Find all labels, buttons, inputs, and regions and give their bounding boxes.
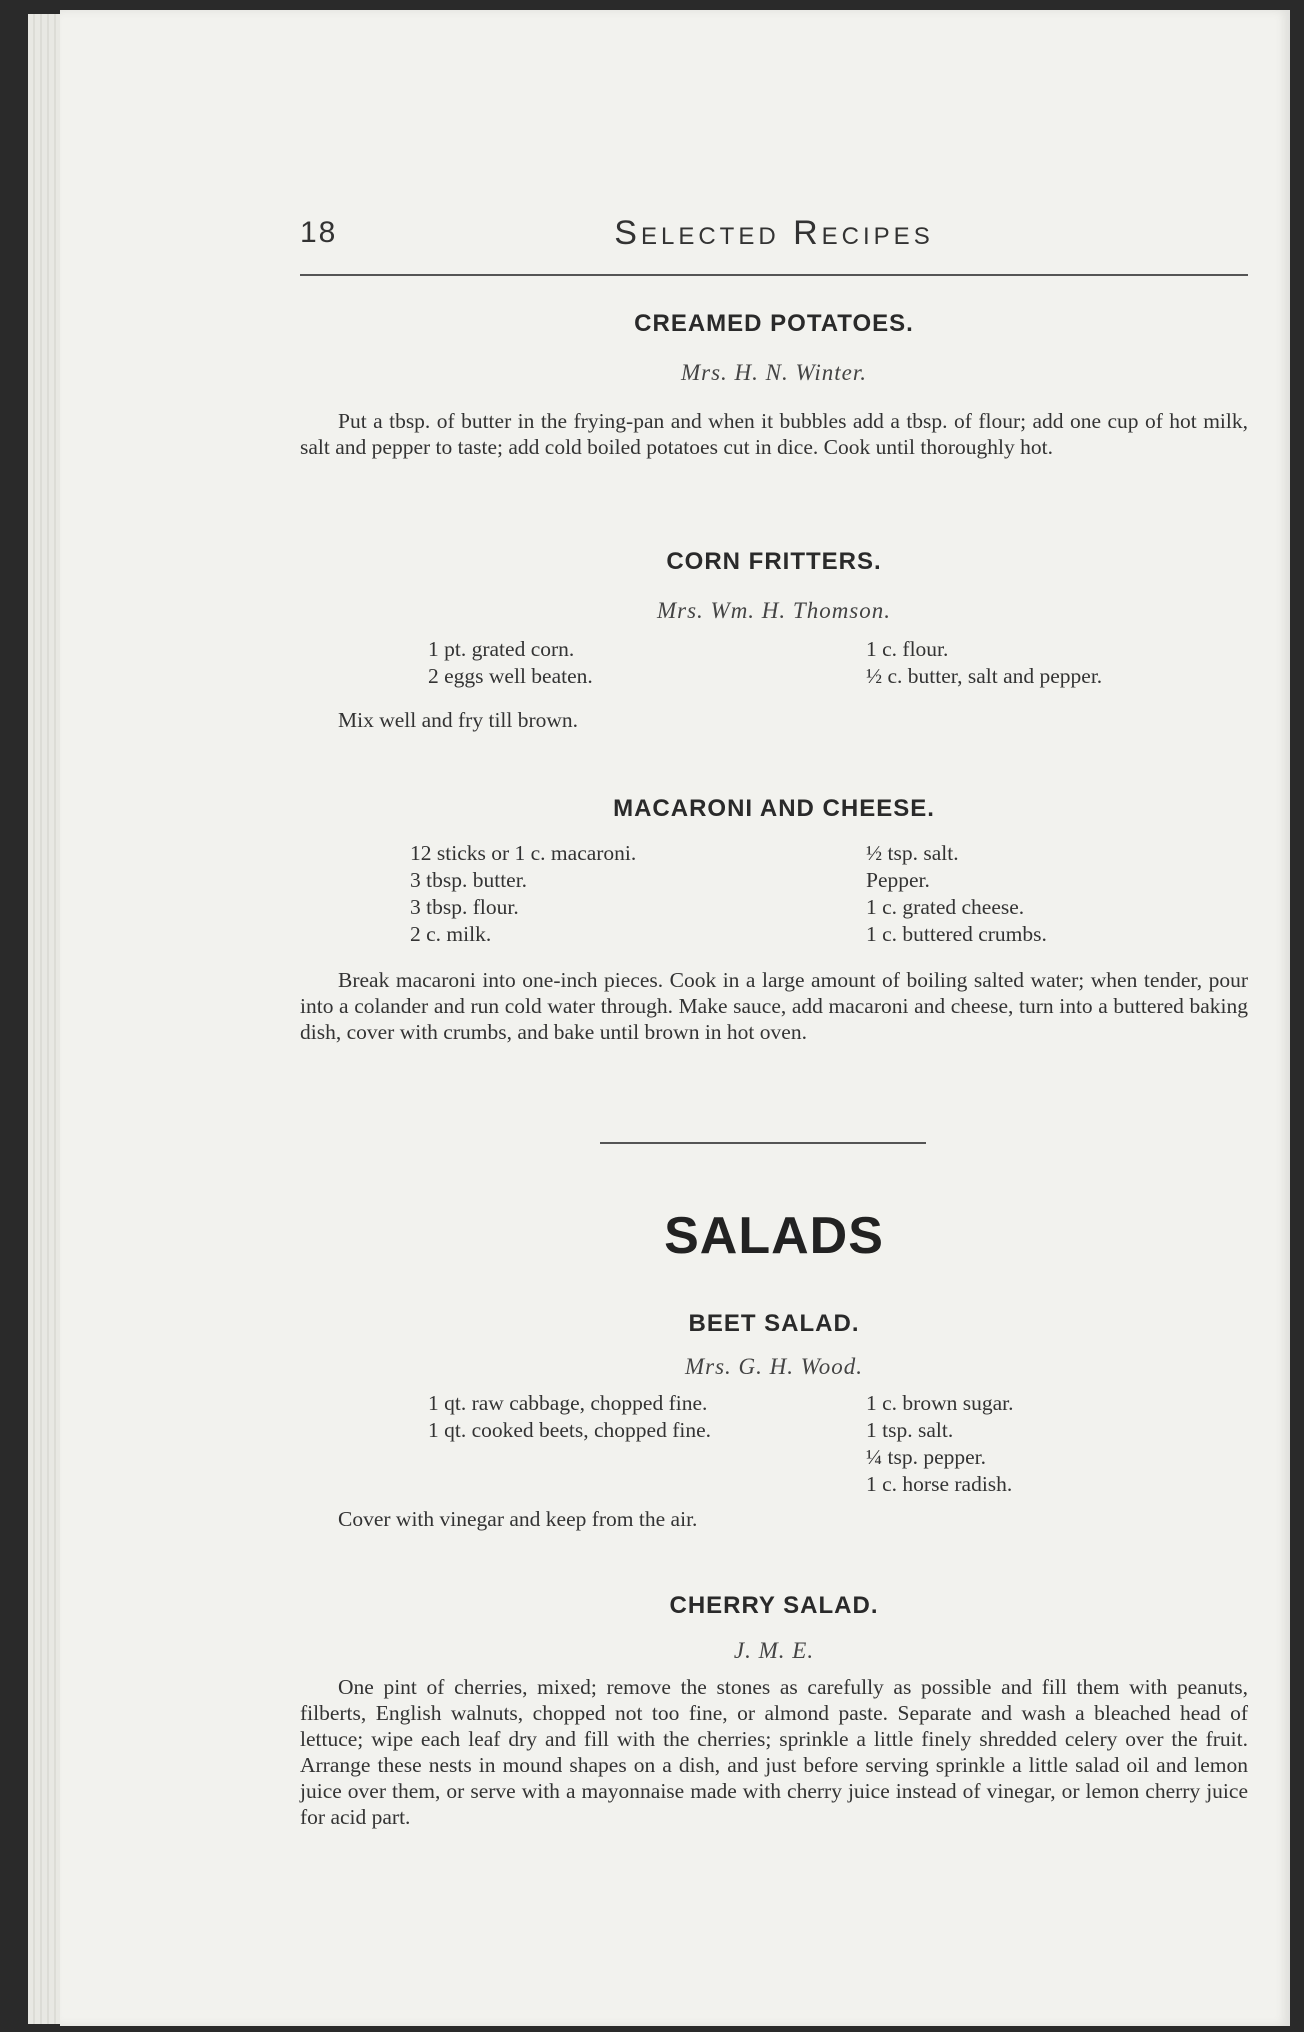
page-number: 18: [300, 216, 338, 249]
ingredient-item: 1 c. brown sugar.: [866, 1391, 1014, 1415]
running-title: Selected Recipes: [614, 214, 934, 252]
recipe-title-beet-salad: BEET SALAD.: [688, 1310, 860, 1337]
ingredient-item: 1 c. flour.: [866, 637, 949, 661]
ingredient-item: 2 eggs well beaten.: [428, 664, 593, 688]
recipe-method-corn-fritters: Mix well and fry till brown.: [338, 708, 579, 732]
recipe-author-beet-salad: Mrs. G. H. Wood.: [684, 1354, 864, 1379]
section-heading-salads: SALADS: [664, 1207, 884, 1265]
book-page: [60, 10, 1290, 2026]
ingredient-item: ½ c. butter, salt and pepper.: [866, 664, 1103, 688]
recipe-title-corn-fritters: CORN FRITTERS.: [666, 548, 882, 575]
recipe-method-macaroni-and-cheese: Break macaroni into one-inch pieces. Cook in a large amount of boiling salted water; when tender, pour into a colander and run cold water through. Make sauce, add macaroni and cheese, turn into a buttered baking dish, cover with crumbs, and bake until brown in hot oven.: [300, 968, 1248, 1044]
ingredient-item: Pepper.: [866, 868, 930, 892]
ingredients-left-macaroni: [410, 840, 636, 948]
recipe-method-cherry-salad: One pint of cherries, mixed; remove the stones as carefully as possible and fill them with peanuts, filberts, English walnuts, chopped not too fine, or almond paste. Separate and wash a bleached head of lettuce; wipe each leaf dry and fill with the cherries; sprinkle a little finely shredded celery over the fruit. Arrange these nests in mound shapes on a dish, and just before serving sprinkle a little salad oil and lemon juice over them, or serve with a mayonnaise made with cherry juice instead of vinegar, or lemon cherry juice for acid part.: [300, 1675, 1248, 1829]
ingredients-left-beet-salad: [428, 1390, 758, 1444]
ingredient-item: 12 sticks or 1 c. macaroni.: [410, 841, 637, 865]
recipe-title-macaroni-and-cheese: MACARONI AND CHEESE.: [613, 795, 935, 822]
ingredient-item: 1 pt. grated corn.: [428, 637, 575, 661]
recipe-author-cherry-salad: J. M. E.: [733, 1638, 815, 1663]
ingredient-item: 1 c. horse radish.: [866, 1472, 1013, 1496]
ingredient-item: 1 c. grated cheese.: [866, 895, 1025, 919]
running-header: [300, 210, 1248, 276]
ingredient-item: 3 tbsp. butter.: [410, 868, 528, 892]
ingredient-item: 1 c. buttered crumbs.: [866, 922, 1047, 946]
ingredients-right-beet-salad: [866, 1390, 1014, 1498]
ingredient-item: 2 c. milk.: [410, 922, 492, 946]
section-divider: [600, 1142, 926, 1144]
ingredient-item: 1 qt. cooked beets, chopped fine.: [428, 1418, 711, 1442]
ingredient-item: 3 tbsp. flour.: [410, 895, 519, 919]
ingredient-item: 1 qt. raw cabbage, chopped fine.: [428, 1391, 708, 1415]
recipe-author-corn-fritters: Mrs. Wm. H. Thomson.: [656, 598, 892, 623]
recipe-title-creamed-potatoes: CREAMED POTATOES.: [634, 310, 914, 337]
ingredients-left-corn-fritters: [428, 636, 593, 690]
recipe-method-beet-salad: Cover with vinegar and keep from the air.: [338, 1507, 698, 1531]
recipe-method-creamed-potatoes: Put a tbsp. of butter in the frying-pan and when it bubbles add a tbsp. of flour; add one cup of hot milk, salt and pepper to taste; add cold boiled potatoes cut in dice. Cook until thoroughly hot.: [300, 409, 1248, 459]
recipe-author-creamed-potatoes: Mrs. H. N. Winter.: [680, 360, 868, 385]
ingredient-item: ¼ tsp. pepper.: [866, 1445, 987, 1469]
ingredients-right-corn-fritters: [866, 636, 1102, 690]
recipe-title-cherry-salad: CHERRY SALAD.: [669, 1592, 879, 1619]
ingredient-item: 1 tsp. salt.: [866, 1418, 954, 1442]
ingredients-right-macaroni: [866, 840, 1047, 948]
ingredient-item: ½ tsp. salt.: [866, 841, 959, 865]
